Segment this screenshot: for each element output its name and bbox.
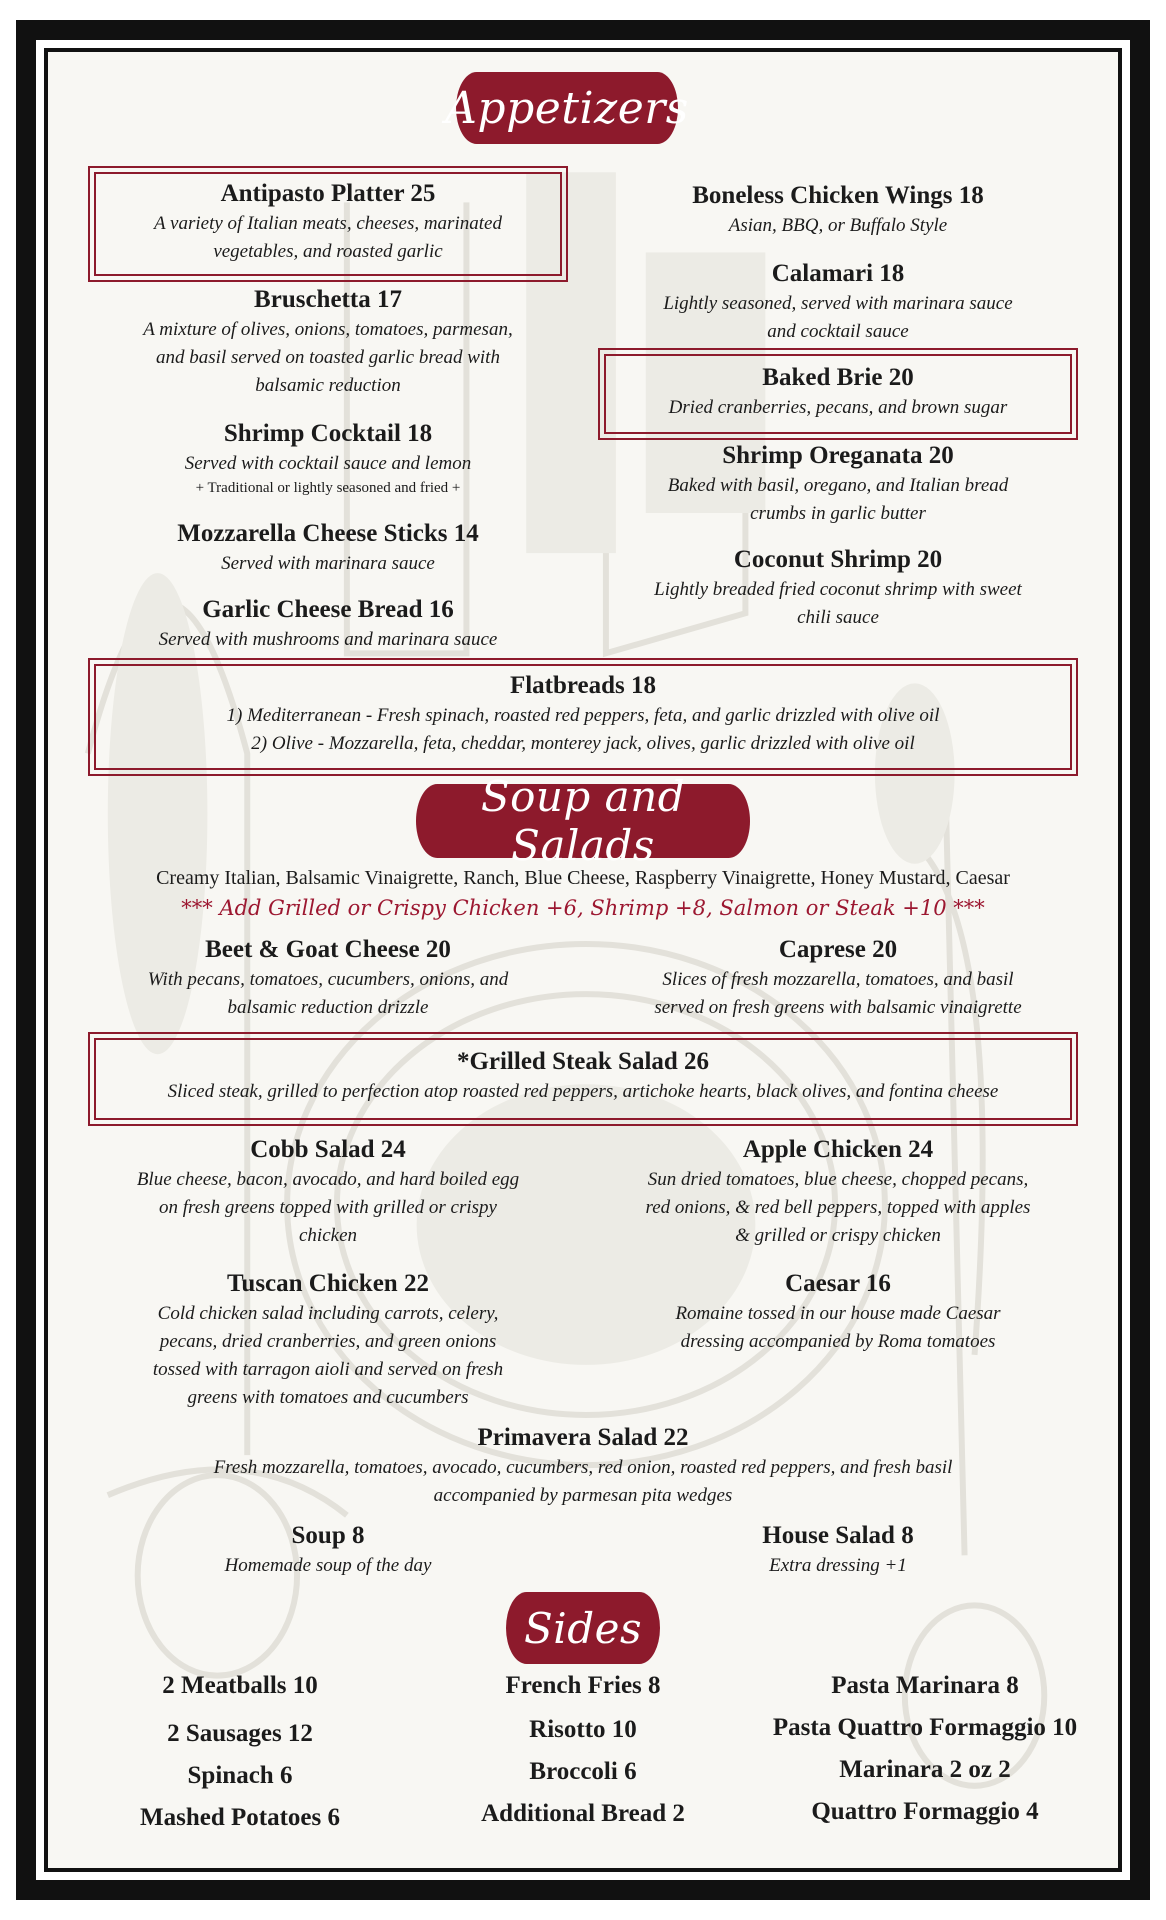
section-banner-soups <box>418 772 748 870</box>
side-item: Quattro Formaggio 4 <box>811 1798 1039 1825</box>
item-desc: chicken <box>298 1225 357 1246</box>
item-desc: A mixture of olives, onions, tomatoes, parmesan, <box>143 319 513 340</box>
menu-item-mozzarella-sticks <box>94 518 562 578</box>
item-desc: chili sauce <box>797 607 879 628</box>
item-title: Caprese 20 <box>778 936 898 963</box>
item-desc: A variety of Italian meats, cheeses, marinated <box>154 213 502 234</box>
menu-item-chicken-wings <box>604 180 1072 240</box>
item-title: Coconut Shrimp 20 <box>733 546 943 573</box>
menu-item-bruschetta <box>94 284 562 400</box>
item-title: Flatbreads 18 <box>509 672 657 699</box>
item-desc: Baked with basil, oregano, and Italian bread <box>667 475 1009 496</box>
item-title: Boneless Chicken Wings 18 <box>692 182 984 209</box>
item-title: *Grilled Steak Salad 26 <box>456 1048 710 1075</box>
item-desc: 1) Mediterranean - Fresh spinach, roasted red peppers, feta, and garlic drizzled with olive oil <box>226 705 940 726</box>
item-desc: & grilled or crispy chicken <box>735 1225 941 1246</box>
item-desc: Fresh mozzarella, tomatoes, avocado, cucumbers, red onion, roasted red peppers, and fresh basil <box>213 1457 953 1478</box>
side-item: Broccoli 6 <box>529 1758 637 1785</box>
side-item: 2 Sausages 12 <box>167 1720 313 1747</box>
item-note: + Traditional or lightly seasoned and fried + <box>195 480 461 496</box>
menu-item-primavera-salad <box>94 1422 1072 1510</box>
side-item: Mashed Potatoes 6 <box>140 1804 340 1831</box>
item-desc: on fresh greens topped with grilled or crispy <box>159 1197 497 1218</box>
side-item: Spinach 6 <box>187 1762 293 1789</box>
side-item: 2 Meatballs 10 <box>162 1672 318 1699</box>
item-title: Cobb Salad 24 <box>250 1136 406 1163</box>
menu-item-flatbreads <box>94 670 1072 758</box>
item-desc: Asian, BBQ, or Buffalo Style <box>728 215 948 236</box>
side-item: Pasta Marinara 8 <box>831 1672 1019 1699</box>
item-desc: tossed with tarragon aioli and served on fresh <box>152 1359 504 1380</box>
side-item: Marinara 2 oz 2 <box>839 1756 1011 1783</box>
item-desc: and cocktail sauce <box>767 321 909 342</box>
menu-item-beet-goat-cheese <box>94 934 562 1022</box>
item-title: Primavera Salad 22 <box>477 1424 689 1451</box>
item-title: Calamari 18 <box>771 260 905 287</box>
menu-item-shrimp-cocktail <box>94 418 562 498</box>
section-title-appetizers: Appetizers <box>445 82 689 134</box>
item-desc: served on fresh greens with balsamic vinaigrette <box>654 997 1022 1018</box>
menu-item-garlic-bread <box>94 594 562 654</box>
item-title: Baked Brie 20 <box>762 364 914 391</box>
item-desc: Homemade soup of the day <box>224 1555 432 1576</box>
dressing-list: Creamy Italian, Balsamic Vinaigrette, Ranch, Blue Cheese, Raspberry Vinaigrette, Honey Mustard, Caesar <box>156 867 1010 889</box>
menu-item-coconut-shrimp <box>604 544 1072 632</box>
menu-item-cobb-salad <box>94 1134 562 1250</box>
item-desc: greens with tomatoes and cucumbers <box>187 1387 469 1408</box>
section-banner-appetizers <box>445 74 689 142</box>
menu-item-soup <box>94 1520 562 1580</box>
item-desc: Dried cranberries, pecans, and brown sugar <box>668 397 1008 418</box>
item-desc: vegetables, and roasted garlic <box>213 241 443 262</box>
item-desc: red onions, & red bell peppers, topped with apples <box>645 1197 1031 1218</box>
item-desc: Blue cheese, bacon, avocado, and hard boiled egg <box>136 1169 520 1190</box>
item-title: Soup 8 <box>291 1522 365 1549</box>
item-desc: Served with cocktail sauce and lemon <box>184 453 472 474</box>
item-desc: Cold chicken salad including carrots, celery, <box>157 1303 499 1324</box>
menu-item-caesar <box>604 1268 1072 1356</box>
item-title: Shrimp Oreganata 20 <box>722 442 954 469</box>
item-desc: With pecans, tomatoes, cucumbers, onions, and <box>147 969 509 990</box>
item-title: Antipasto Platter 25 <box>220 180 436 207</box>
item-title: Shrimp Cocktail 18 <box>223 420 433 447</box>
item-desc: accompanied by parmesan pita wedges <box>433 1485 733 1506</box>
menu-item-calamari <box>604 258 1072 346</box>
item-title: Garlic Cheese Bread 16 <box>202 596 454 623</box>
item-desc: Sun dried tomatoes, blue cheese, chopped pecans, <box>647 1169 1029 1190</box>
item-desc: balsamic reduction drizzle <box>227 997 429 1018</box>
protein-addon-note: *** Add Grilled or Crispy Chicken +6, Shrimp +8, Salmon or Steak +10 *** <box>181 896 985 920</box>
item-desc: 2) Olive - Mozzarella, feta, cheddar, monterey jack, olives, garlic drizzled with olive oil <box>251 733 915 754</box>
item-desc: Romaine tossed in our house made Caesar <box>675 1303 1001 1324</box>
item-desc: Lightly seasoned, served with marinara sauce <box>663 293 1013 314</box>
side-item: Risotto 10 <box>529 1716 637 1743</box>
item-desc: Extra dressing +1 <box>769 1555 907 1576</box>
item-desc: Lightly breaded fried coconut shrimp with sweet <box>654 579 1022 600</box>
item-title: Tuscan Chicken 22 <box>227 1270 429 1297</box>
item-desc: balsamic reduction <box>255 375 401 396</box>
item-desc: Served with marinara sauce <box>221 553 435 574</box>
menu-item-apple-chicken <box>604 1134 1072 1250</box>
item-desc: Served with mushrooms and marinara sauce <box>158 629 498 650</box>
item-title: House Salad 8 <box>762 1522 914 1549</box>
menu-item-shrimp-oreganata <box>604 440 1072 528</box>
item-desc: Slices of fresh mozzarella, tomatoes, and basil <box>662 969 1014 990</box>
section-banner-sides <box>508 1594 658 1662</box>
menu-item-baked-brie <box>604 362 1072 422</box>
item-desc: dressing accompanied by Roma tomatoes <box>680 1331 996 1352</box>
item-desc: pecans, dried cranberries, and green onions <box>159 1331 497 1352</box>
side-item: Additional Bread 2 <box>481 1800 685 1827</box>
item-title: Mozzarella Cheese Sticks 14 <box>177 520 479 547</box>
menu-item-grilled-steak-salad <box>94 1046 1072 1106</box>
section-title-soups: Soup and Salads <box>480 772 686 870</box>
item-title: Apple Chicken 24 <box>742 1136 934 1163</box>
menu-item-tuscan-chicken <box>94 1268 562 1412</box>
menu-item-antipasto <box>94 178 562 266</box>
side-item: Pasta Quattro Formaggio 10 <box>772 1714 1078 1741</box>
item-title: Bruschetta 17 <box>254 286 402 313</box>
menu-item-house-salad <box>604 1520 1072 1580</box>
item-desc: and basil served on toasted garlic bread with <box>156 347 500 368</box>
item-title: Caesar 16 <box>785 1270 891 1297</box>
item-title: Beet & Goat Cheese 20 <box>205 936 451 963</box>
item-desc: crumbs in garlic butter <box>750 503 926 524</box>
side-item: French Fries 8 <box>505 1672 661 1699</box>
item-desc: Sliced steak, grilled to perfection atop roasted red peppers, artichoke hearts, black olives, and fontina cheese <box>167 1081 999 1102</box>
menu-item-caprese <box>604 934 1072 1022</box>
section-title-sides: Sides <box>524 1603 642 1653</box>
